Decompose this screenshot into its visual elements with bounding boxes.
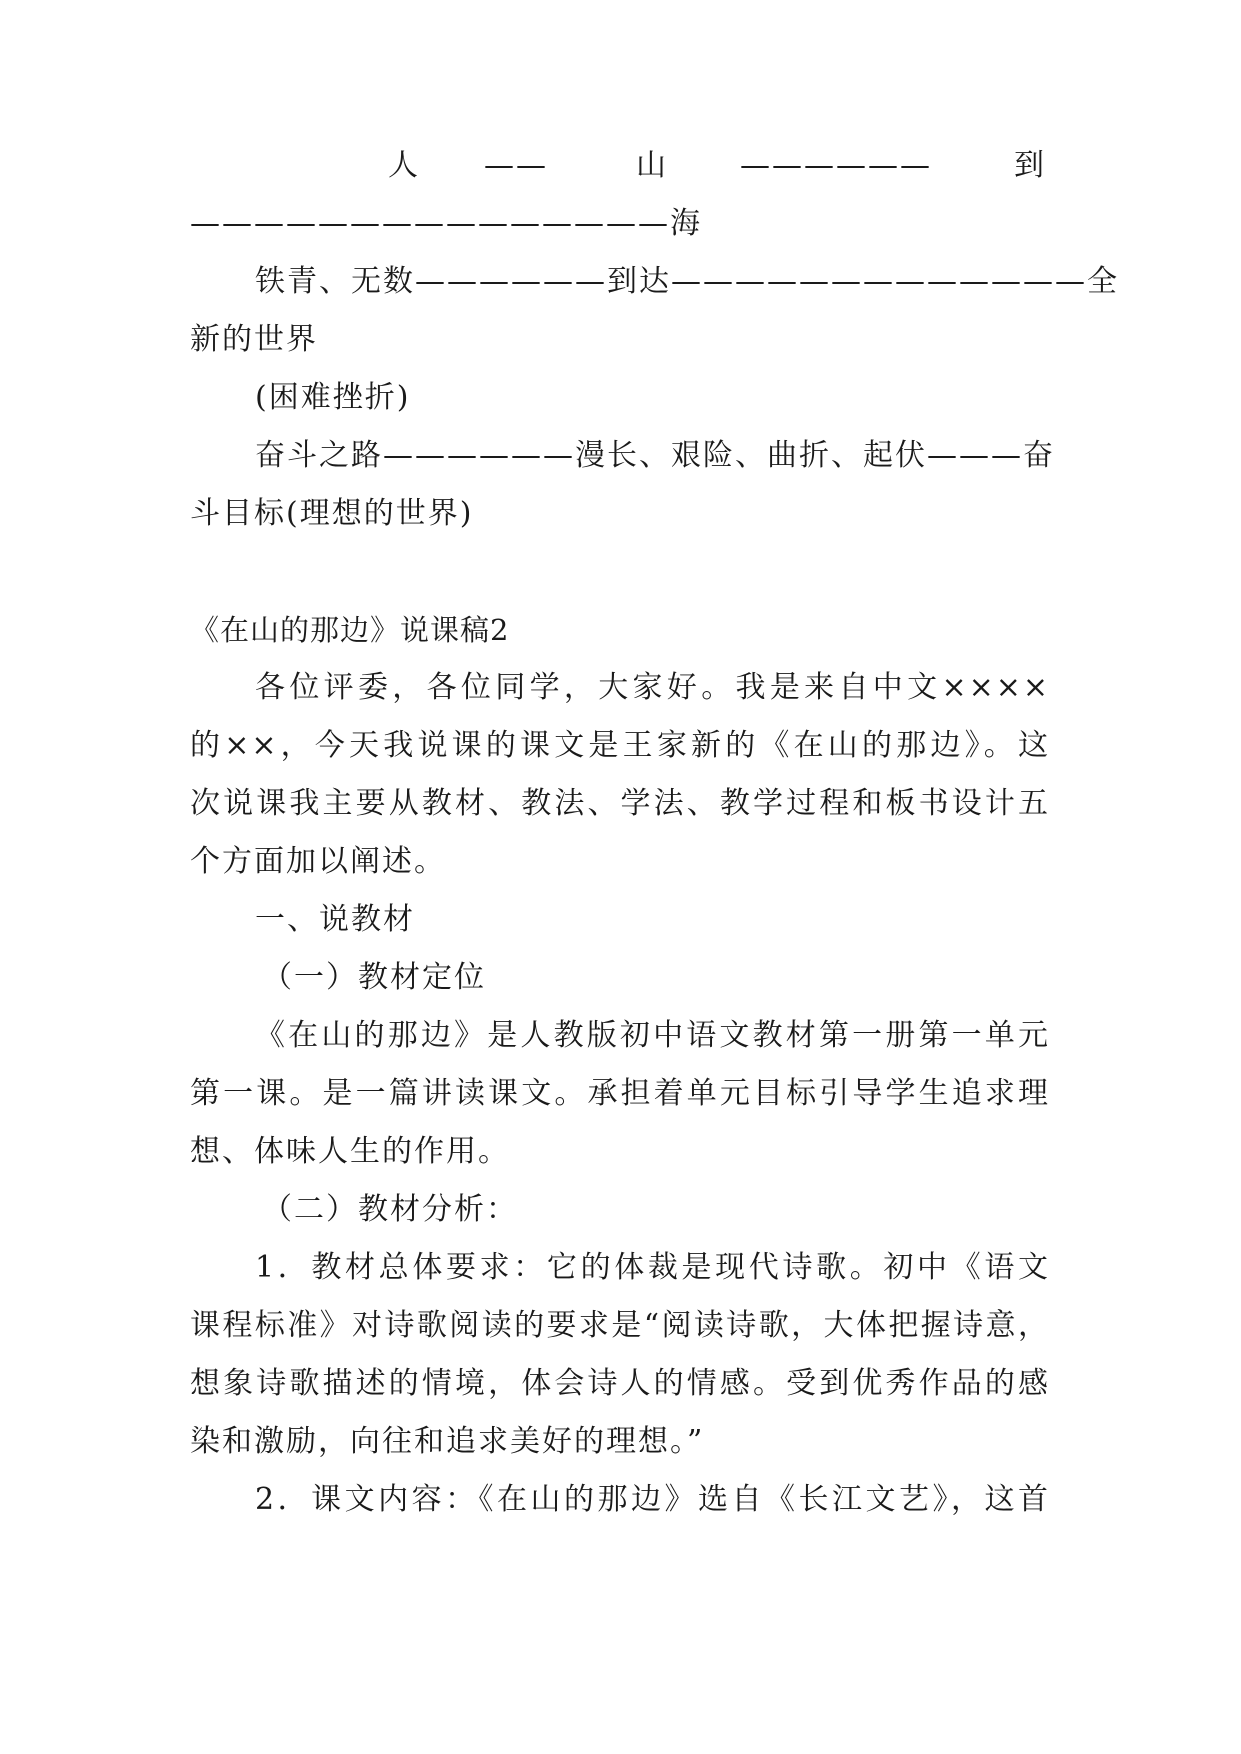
diagram-line-2: ———————————————海: [190, 206, 702, 241]
paragraph-line: 1．教材总体要求：它的体裁是现代诗歌。初中《语文: [255, 1250, 1050, 1285]
paragraph-line: 的××，今天我说课的课文是王家新的《在山的那边》。这: [190, 728, 1050, 763]
diagram-line-4: 新的世界: [190, 322, 318, 357]
diagram-line-5: (困难挫折): [255, 380, 411, 415]
diagram-line-6: 奋斗之路——————漫长、艰险、曲折、起伏———奋: [255, 438, 1055, 473]
paragraph-line: 各位评委，各位同学，大家好。我是来自中文××××: [255, 670, 1050, 705]
paragraph-line: 个方面加以阐述。: [190, 844, 446, 879]
diagram-word-shan: 山: [636, 148, 668, 183]
diagram-dash-1: ——: [484, 148, 548, 183]
paragraph-line: 次说课我主要从教材、教法、学法、教学过程和板书设计五: [190, 786, 1050, 821]
diagram-line-1: [190, 146, 1050, 186]
paragraph-line: 想、体味人生的作用。: [190, 1134, 510, 1169]
heading-shuo-jiaocai: 一、说教材: [255, 902, 415, 937]
heading-jiaocai-dingwei: （一）教材定位: [262, 960, 486, 995]
section-title: 《在山的那边》说课稿2: [190, 613, 510, 647]
diagram-word-dao: 到: [1014, 148, 1046, 183]
paragraph-line: 2．课文内容：《在山的那边》选自《长江文艺》，这首: [255, 1482, 1050, 1517]
paragraph-line: 课程标准》对诗歌阅读的要求是“阅读诗歌，大体把握诗意，: [190, 1308, 1050, 1343]
paragraph-line: 染和激励，向往和追求美好的理想。”: [190, 1424, 705, 1459]
paragraph-line: 《在山的那边》是人教版初中语文教材第一册第一单元: [255, 1018, 1050, 1053]
diagram-dash-2: ——————: [740, 148, 932, 183]
diagram-word-ren: 人: [388, 148, 420, 183]
heading-jiaocai-fenxi: （二）教材分析：: [262, 1192, 518, 1227]
diagram-line-7: 斗目标(理想的世界): [190, 496, 474, 531]
paragraph-line: 想象诗歌描述的情境，体会诗人的情感。受到优秀作品的感: [190, 1366, 1050, 1401]
diagram-line-3: 铁青、无数——————到达—————————————全: [255, 264, 1119, 299]
paragraph-line: 第一课。是一篇讲读课文。承担着单元目标引导学生追求理: [190, 1076, 1050, 1111]
